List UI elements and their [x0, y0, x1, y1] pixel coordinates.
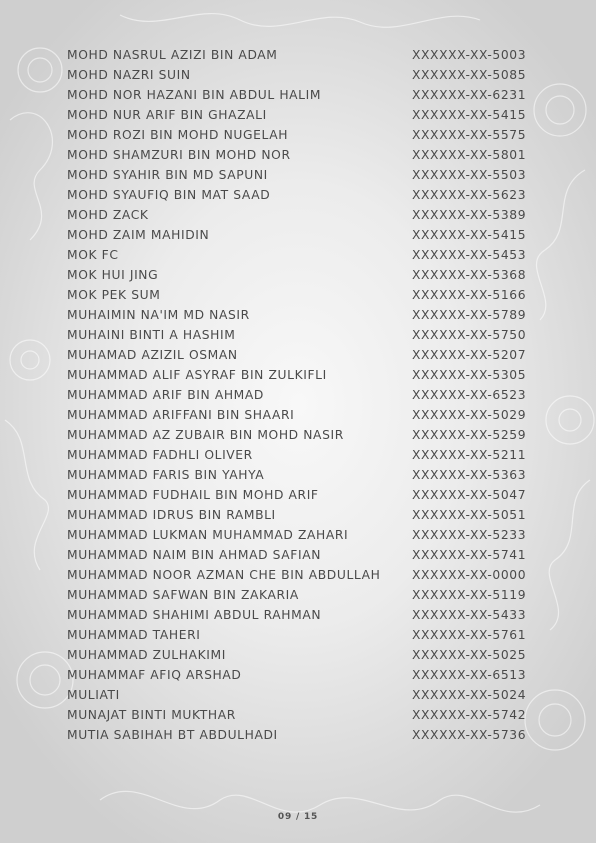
participant-name: MUHAMMAD SAFWAN BIN ZAKARIA [67, 588, 299, 602]
list-item [67, 705, 533, 725]
list-item [67, 445, 533, 465]
list-item [67, 605, 533, 625]
participant-id-number: XXXXXX-XX-5085 [412, 68, 527, 82]
participant-id-number: XXXXXX-XX-5736 [412, 728, 527, 742]
participant-name: MUHAIMIN NA'IM MD NASIR [67, 308, 250, 322]
list-item [67, 245, 533, 265]
participant-name: MOHD NAZRI SUIN [67, 68, 191, 82]
participant-name: MOHD NASRUL AZIZI BIN ADAM [67, 48, 278, 62]
participant-name: MUHAMMAD IDRUS BIN RAMBLI [67, 508, 276, 522]
participant-id-number: XXXXXX-XX-5233 [412, 528, 527, 542]
participant-name: MUHAMAD AZIZIL OSMAN [67, 348, 238, 362]
list-item [67, 665, 533, 685]
list-item [67, 385, 533, 405]
list-item [67, 685, 533, 705]
participant-name: MUHAMMAD ZULHAKIMI [67, 648, 226, 662]
participant-id-number: XXXXXX-XX-5166 [412, 288, 527, 302]
participant-id-number: XXXXXX-XX-5801 [412, 148, 527, 162]
participant-id-number: XXXXXX-XX-6523 [412, 388, 527, 402]
participant-name: MUHAMMAD SHAHIMI ABDUL RAHMAN [67, 608, 322, 622]
participant-name: MUNAJAT BINTI MUKTHAR [67, 708, 236, 722]
list-item [67, 525, 533, 545]
participant-id-number: XXXXXX-XX-5368 [412, 268, 527, 282]
participant-name: MOHD ROZI BIN MOHD NUGELAH [67, 128, 289, 142]
list-item [67, 85, 533, 105]
list-item [67, 565, 533, 585]
participant-id-number: XXXXXX-XX-5003 [412, 48, 527, 62]
participant-name: MOHD SHAMZURI BIN MOHD NOR [67, 148, 291, 162]
participant-id-number: XXXXXX-XX-5211 [412, 448, 527, 462]
list-item [67, 465, 533, 485]
list-item [67, 305, 533, 325]
participant-name: MUHAMMAF AFIQ ARSHAD [67, 668, 242, 682]
list-item [67, 345, 533, 365]
participant-name: MOHD ZACK [67, 208, 149, 222]
participant-id-number: XXXXXX-XX-5623 [412, 188, 527, 202]
participant-id-number: XXXXXX-XX-5741 [412, 548, 527, 562]
participant-id-number: XXXXXX-XX-5051 [412, 508, 527, 522]
list-item [67, 405, 533, 425]
participant-id-number: XXXXXX-XX-5207 [412, 348, 527, 362]
participant-name: MOHD NUR ARIF BIN GHAZALI [67, 108, 267, 122]
participant-id-number: XXXXXX-XX-5389 [412, 208, 527, 222]
participant-id-number: XXXXXX-XX-5029 [412, 408, 527, 422]
participant-name: MUHAMMAD TAHERI [67, 628, 201, 642]
page-number: 09 / 15 [277, 812, 319, 822]
list-item [67, 625, 533, 645]
participant-name: MUHAMMAD FARIS BIN YAHYA [67, 468, 265, 482]
list-item [67, 585, 533, 605]
participant-id-number: XXXXXX-XX-5259 [412, 428, 527, 442]
list-item [67, 285, 533, 305]
participant-id-number: XXXXXX-XX-5119 [412, 588, 527, 602]
participant-name: MOHD NOR HAZANI BIN ABDUL HALIM [67, 88, 322, 102]
list-item [67, 105, 533, 125]
list-item [67, 265, 533, 285]
participant-id-number: XXXXXX-XX-5047 [412, 488, 527, 502]
list-item [67, 365, 533, 385]
list-item [67, 485, 533, 505]
participant-list [67, 45, 533, 745]
participant-id-number: XXXXXX-XX-5433 [412, 608, 527, 622]
participant-id-number: XXXXXX-XX-0000 [412, 568, 527, 582]
list-item [67, 165, 533, 185]
participant-name: MUHAMMAD NOOR AZMAN CHE BIN ABDULLAH [67, 568, 381, 582]
list-item [67, 425, 533, 445]
participant-id-number: XXXXXX-XX-5742 [412, 708, 527, 722]
participant-id-number: XXXXXX-XX-5789 [412, 308, 527, 322]
participant-name: MOHD ZAIM MAHIDIN [67, 228, 210, 242]
participant-id-number: XXXXXX-XX-5415 [412, 108, 527, 122]
participant-id-number: XXXXXX-XX-6513 [412, 668, 527, 682]
list-item [67, 125, 533, 145]
participant-name: MUHAMMAD LUKMAN MUHAMMAD ZAHARI [67, 528, 349, 542]
participant-id-number: XXXXXX-XX-5025 [412, 648, 527, 662]
participant-id-number: XXXXXX-XX-5415 [412, 228, 527, 242]
participant-name: MUHAMMAD ARIF BIN AHMAD [67, 388, 264, 402]
participant-id-number: XXXXXX-XX-5305 [412, 368, 527, 382]
participant-name: MUHAMMAD FADHLI OLIVER [67, 448, 253, 462]
list-item [67, 325, 533, 345]
participant-id-number: XXXXXX-XX-5761 [412, 628, 527, 642]
participant-name: MOHD SYAHIR BIN MD SAPUNI [67, 168, 268, 182]
list-item [67, 645, 533, 665]
list-item [67, 545, 533, 565]
participant-name: MOK PEK SUM [67, 288, 161, 302]
list-item [67, 205, 533, 225]
participant-id-number: XXXXXX-XX-5453 [412, 248, 527, 262]
participant-id-number: XXXXXX-XX-5750 [412, 328, 527, 342]
participant-name: MUHAINI BINTI A HASHIM [67, 328, 236, 342]
participant-name: MUTIA SABIHAH BT ABDULHADI [67, 728, 278, 742]
participant-name: MUHAMMAD FUDHAIL BIN MOHD ARIF [67, 488, 319, 502]
list-item [67, 505, 533, 525]
participant-id-number: XXXXXX-XX-5363 [412, 468, 527, 482]
participant-name: MOK FC [67, 248, 119, 262]
list-item [67, 65, 533, 85]
participant-name: MOK HUI JING [67, 268, 159, 282]
list-item [67, 185, 533, 205]
participant-id-number: XXXXXX-XX-5575 [412, 128, 527, 142]
participant-id-number: XXXXXX-XX-5024 [412, 688, 527, 702]
participant-name: MUHAMMAD AZ ZUBAIR BIN MOHD NASIR [67, 428, 344, 442]
list-item [67, 725, 533, 745]
participant-id-number: XXXXXX-XX-6231 [412, 88, 527, 102]
participant-name: MULIATI [67, 688, 120, 702]
participant-name: MOHD SYAUFIQ BIN MAT SAAD [67, 188, 271, 202]
participant-id-number: XXXXXX-XX-5503 [412, 168, 527, 182]
list-item [67, 225, 533, 245]
list-item [67, 145, 533, 165]
list-item [67, 45, 533, 65]
participant-name: MUHAMMAD ALIF ASYRAF BIN ZULKIFLI [67, 368, 327, 382]
participant-name: MUHAMMAD ARIFFANI BIN SHAARI [67, 408, 295, 422]
participant-name: MUHAMMAD NAIM BIN AHMAD SAFIAN [67, 548, 322, 562]
